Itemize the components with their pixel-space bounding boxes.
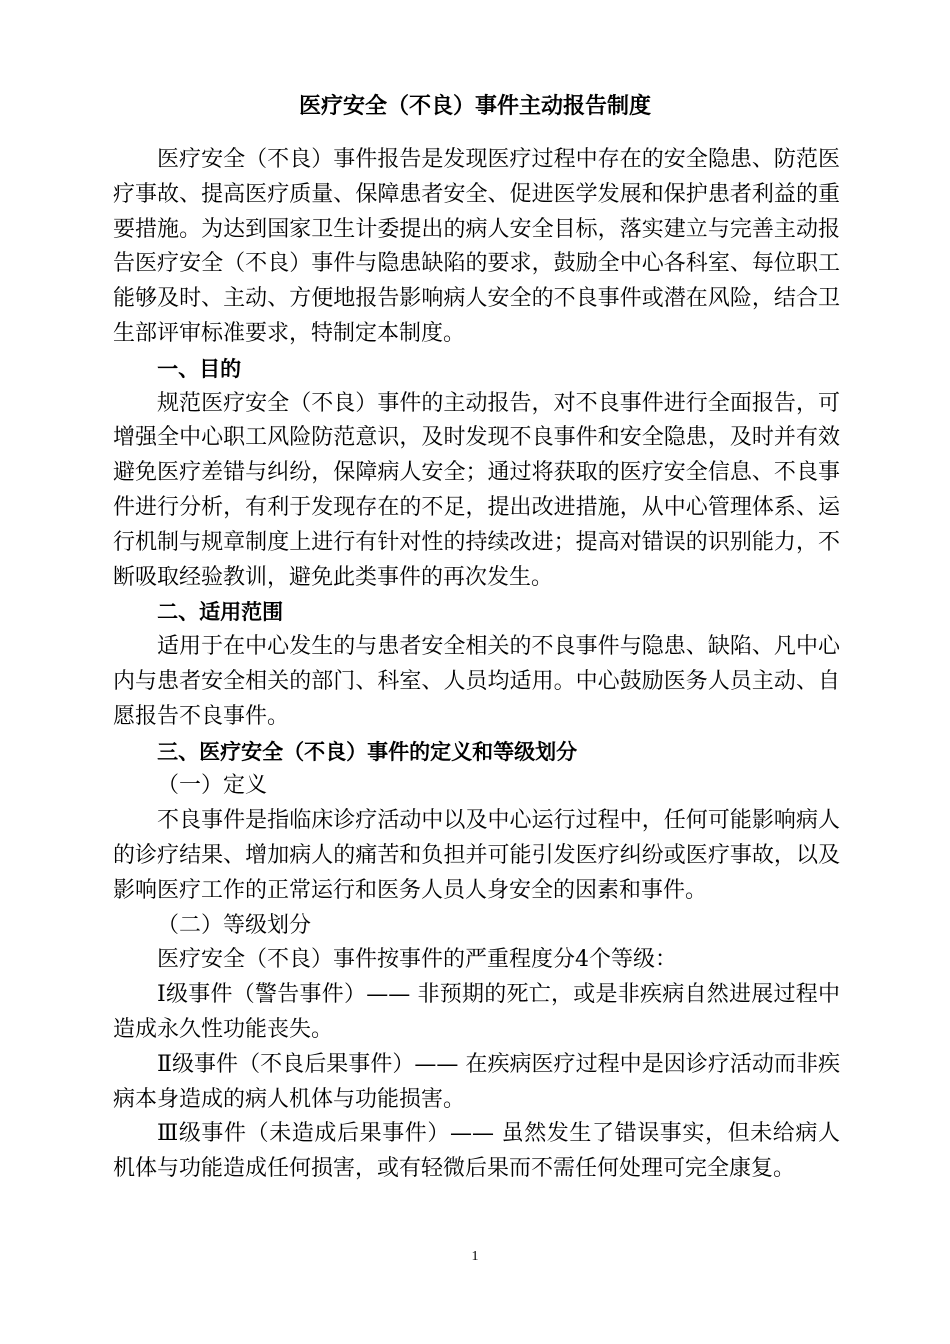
intro-paragraph: 医疗安全（不良）事件报告是发现医疗过程中存在的安全隐患、防范医疗事故、提高医疗质量、保障患者安全、促进医学发展和保护患者利益的重要措施。为达到国家卫生计委提出的病人安全目标，落实建立与完善主动报告医疗安全（不良）事件与隐患缺陷的要求，鼓励全中心各科室、每位职工能够及时、主动、方便地报告影响病人安全的不良事件或潜在风险，结合卫生部评审标准要求，特制定本制度。 [113,147,840,346]
section-3-heading: 三、医疗安全（不良）事件的定义和等级划分 [157,739,578,764]
page-number: 1 [471,1249,479,1264]
section-2-heading: 二、适用范围 [157,600,284,625]
document-title: 医疗安全（不良）事件主动报告制度 [298,94,651,119]
level-2-paragraph: Ⅱ级事件（不良后果事件）—— 在疾病医疗过程中是因诊疗活动而非疾病本身造成的病人机体与功能损害。 [113,1051,840,1112]
subsection-definition-heading: （一）定义 [157,773,268,799]
section-1-heading: 一、目的 [157,356,242,381]
section-1-paragraph: 规范医疗安全（不良）事件的主动报告，对不良事件进行全面报告，可增强全中心职工风险防范意识，及时发现不良事件和安全隐患，及时并有效避免医疗差错与纠纷，保障病人安全；通过将获取的医疗安全信息、不良事件进行分析，有利于发现存在的不足，提出改进措施，从中心管理体系、运行机制与规章制度上进行有针对性的持续改进；提高对错误的识别能力，不断吸取经验教训，避免此类事件的再次发生。 [113,390,840,590]
level-3-paragraph: Ⅲ级事件（未造成后果事件）—— 虽然发生了错误事实，但未给病人机体与功能造成任何损害，或有轻微后果而不需任何处理可完全康复。 [113,1121,840,1182]
grading-intro-paragraph: 医疗安全（不良）事件按事件的严重程度分4个等级： [157,947,677,973]
definition-paragraph: 不良事件是指临床诊疗活动中以及中心运行过程中，任何可能影响病人的诊疗结果、增加病人的痛苦和负担并可能引发医疗纠纷或医疗事故，以及影响医疗工作的正常运行和医务人员人身安全的因素和事件。 [113,808,840,903]
subsection-grading-heading: （二）等级划分 [157,912,312,938]
document-body [113,143,840,1187]
level-1-paragraph: Ⅰ级事件（警告事件）—— 非预期的死亡，或是非疾病自然进展过程中造成永久性功能丧失。 [113,982,840,1042]
section-2-paragraph: 适用于在中心发生的与患者安全相关的不良事件与隐患、缺陷、凡中心内与患者安全相关的部门、科室、人员均适用。中心鼓励医务人员主动、自愿报告不良事件。 [113,634,840,729]
